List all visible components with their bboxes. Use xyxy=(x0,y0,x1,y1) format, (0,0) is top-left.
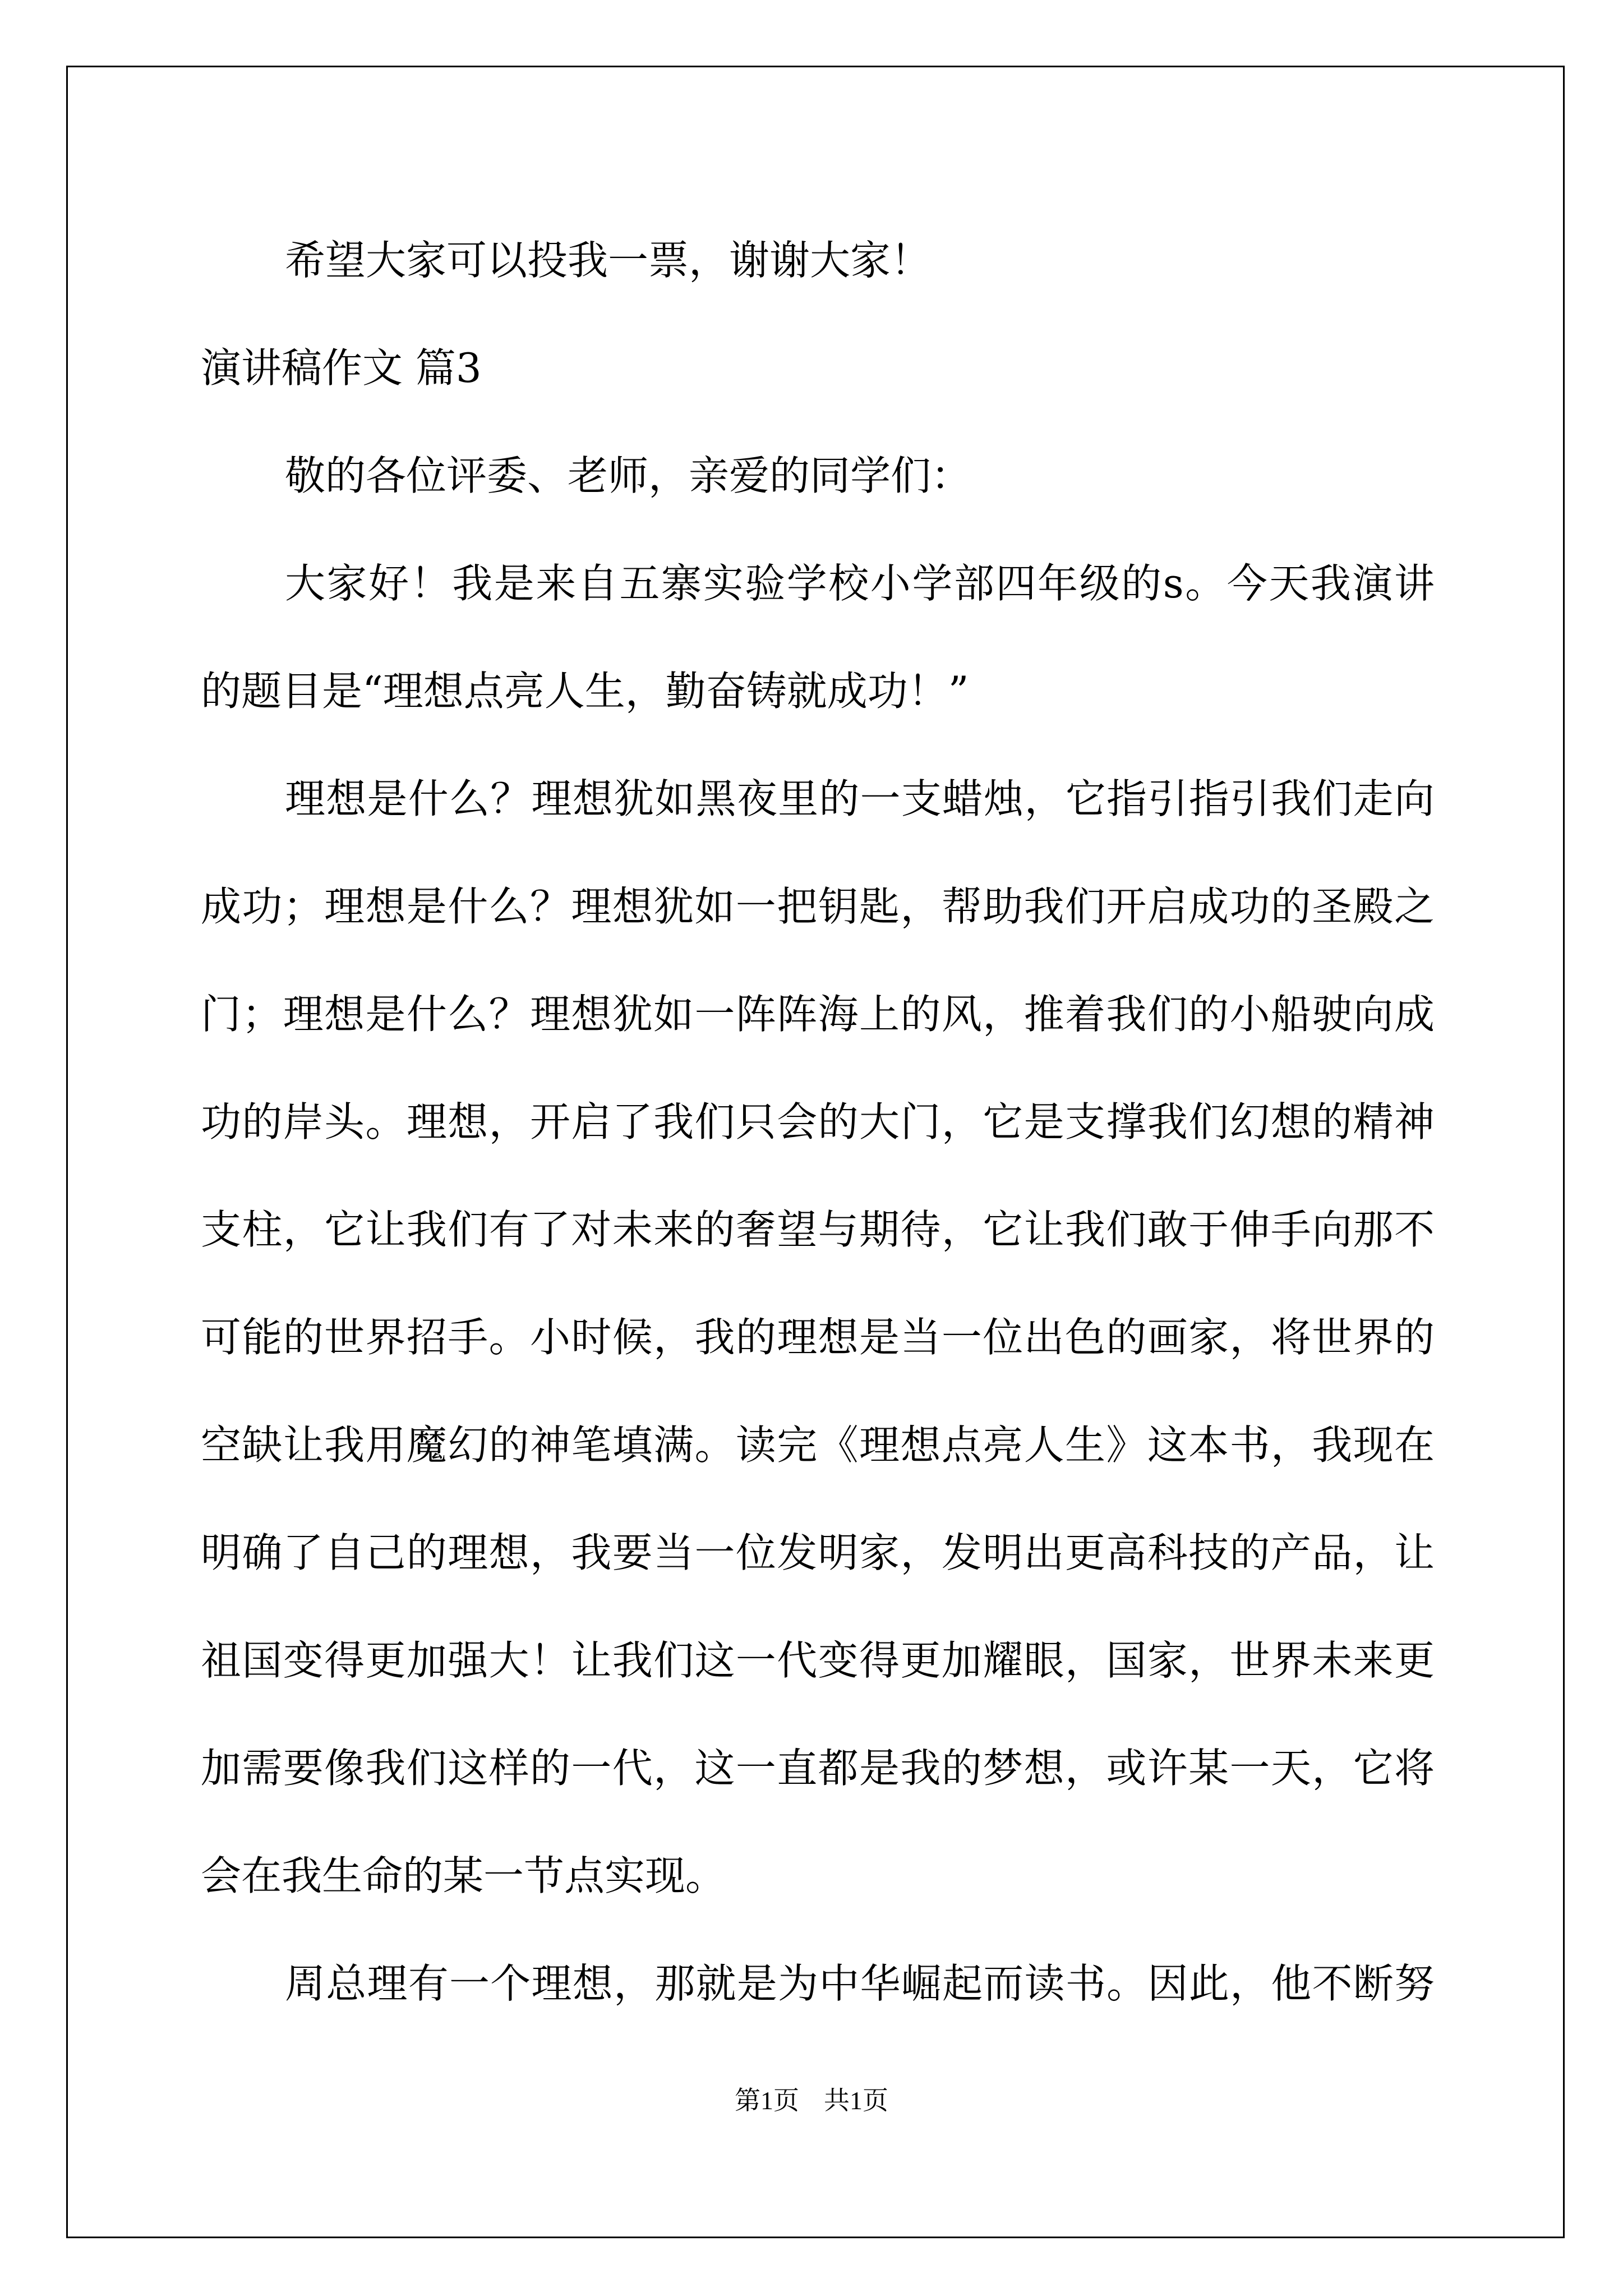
paragraph-1 xyxy=(201,530,1435,745)
paragraph-line: 大家好！我是来自五寨实验学校小学部四年级的s。今天我演讲 xyxy=(285,560,1435,607)
closing-line: 希望大家可以投我一票，谢谢大家！ xyxy=(285,237,932,284)
paragraph-line: 理想是什么？理想犹如黑夜里的一支蜡烛，它指引指引我们走向 xyxy=(285,775,1435,822)
paragraph-line: 支柱，它让我们有了对未来的奢望与期待，它让我们敢于伸手向那不 xyxy=(201,1206,1435,1253)
paragraph-line: 功的岸头。理想，开启了我们只会的大门，它是支撑我们幻想的精神 xyxy=(201,1098,1435,1145)
paragraph-3 xyxy=(201,1930,1435,2037)
section-title: 演讲稿作文 篇3 xyxy=(201,344,482,392)
paragraph-line: 门；理想是什么？理想犹如一阵阵海上的风，推着我们的小船驶向成 xyxy=(201,991,1435,1038)
paragraph-line: 祖国变得更加强大！让我们这一代变得更加耀眼，国家，世界未来更 xyxy=(201,1637,1435,1684)
paragraph-line: 周总理有一个理想，那就是为中华崛起而读书。因此，他不断努 xyxy=(285,1960,1435,2007)
paragraph-line: 明确了自己的理想，我要当一位发明家，发明出更高科技的产品，让 xyxy=(201,1529,1435,1576)
page-number: 第1页 xyxy=(735,2086,799,2115)
paragraph-line: 成功；理想是什么？理想犹如一把钥匙，帮助我们开启成功的圣殿之 xyxy=(201,883,1435,930)
paragraph-line: 会在我生命的某一节点实现。 xyxy=(201,1852,726,1899)
page-total: 共1页 xyxy=(824,2086,888,2115)
salutation: 敬的各位评委、老师，亲爱的同学们： xyxy=(285,452,972,499)
paragraph-line: 空缺让我用魔幻的神笔填满。读完《理想点亮人生》这本书，我现在 xyxy=(201,1421,1435,1469)
document-body xyxy=(201,206,1435,2037)
paragraph-2 xyxy=(201,745,1435,1930)
paragraph-line: 可能的世界招手。小时候，我的理想是当一位出色的画家，将世界的 xyxy=(201,1314,1435,1361)
page-footer xyxy=(0,2084,1623,2118)
paragraph-line: 加需要像我们这样的一代，这一直都是我的梦想，或许某一天，它将 xyxy=(201,1745,1435,1792)
paragraph-line: 的题目是“理想点亮人生，勤奋铸就成功！” xyxy=(201,668,969,715)
